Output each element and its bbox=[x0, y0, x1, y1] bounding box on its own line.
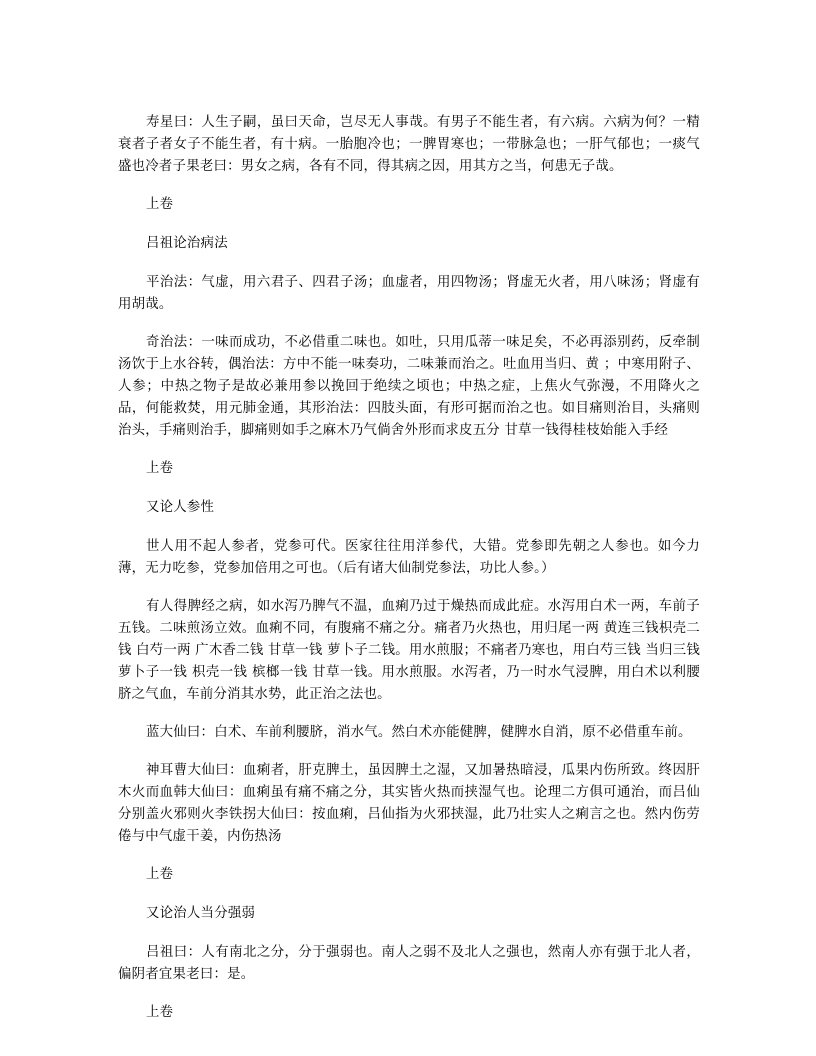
paragraph-pijing: 有人得脾经之病，如水泻乃脾气不温，血痢乃过于燥热而成此症。水泻用白术一两，车前子五钱。二味煎汤立效。血痢不同，有腹痛不痛之分。痛者乃火热也，用归尾一两 黄连三钱枳壳二钱 白芍一两 广木香二钱 甘草一钱 萝卜子二钱。用水煎服；不痛者乃寒也，用白芍三钱 当归三钱 萝卜子一钱 枳壳一钱 槟榔一钱 甘草一钱。用水煎服。水泻者，乃一时水气浸脾，用白术以利腰脐之气血，车前分消其水势，此正治之法也。 bbox=[118, 599, 700, 702]
section-heading: 又论人参性 bbox=[146, 500, 215, 515]
paragraph-renshen: 世人用不起人参者，党参可代。医家往往用洋参代，大错。党参即先朝之人参也。如今力薄，无力吃参，党参加倍用之可也。（后有诸大仙制党参法，功比人参。） bbox=[118, 539, 700, 576]
paragraph-landaxian: 蓝大仙曰：白术、车前利腰脐，消水气。然白术亦能健脾，健脾水自消，原不必借重车前。 bbox=[146, 725, 692, 740]
paragraph-lvzu: 吕祖曰：人有南北之分，分于强弱也。南人之弱不及北人之强也，然南人亦有强于北人者，偏阴者宜果老曰：是。 bbox=[118, 945, 700, 982]
paragraph-shener: 神耳曹大仙曰：血痢者，肝克脾土，虽因脾土之湿，又加暑热暗浸，瓜果内伤所致。终因肝木火而血韩大仙曰：血痢虽有痛不痛之分，其实皆火热而挟湿气也。论理二方俱可通治，而吕仙分别盖火邪则火李铁拐大仙曰：按血痢，吕仙指为火邪挟湿，此乃壮实人之痢言之也。然内伤劳倦与中气虚干姜，内伤热汤 bbox=[118, 763, 700, 844]
paragraph-pingzhi: 平治法：气虚，用六君子、四君子汤；血虚者，用四物汤；肾虚无火者，用八味汤；肾虚有用胡哉。 bbox=[118, 275, 700, 312]
section-heading: 又论治人当分强弱 bbox=[146, 906, 256, 921]
section-label: 上卷 bbox=[146, 197, 174, 212]
section-label: 上卷 bbox=[146, 867, 174, 882]
section-heading: 吕祖论治病法 bbox=[146, 236, 228, 251]
paragraph-qizhi: 奇治法：一味而成功，不必借重二味也。如吐，只用瓜蒂一味足矣，不必再添别药，反牵制汤饮于上水谷转，偶治法：方中不能一味奏功，二味兼而治之。吐血用当归、黄 ；中寒用附子、人参；中热之物子是故必兼用参以挽回于绝续之顷也；中热之症，上焦火气弥漫，不用降火之品，何能救焚，用元肺金通，其形治法：四肢头面，有形可据而治之也。如目痛则治目，头痛则治头，手痛则治手，脚痛则如手之麻木乃气倘舍外形而求皮五分 甘草一钱得桂枝始能入手经 bbox=[118, 335, 700, 438]
document-body bbox=[118, 112, 700, 1041]
section-label: 上卷 bbox=[146, 461, 174, 476]
paragraph-shouxing: 寿星曰：人生子嗣，虽曰天命，岂尽无人事哉。有男子不能生者，有六病。六病为何？一精衰者子者女子不能生者，有十病。一胎胞冷也；一脾胃寒也；一带脉急也；一肝气郁也；一痰气盛也冷者子果老曰：男女之病，各有不同，得其病之因，用其方之当，何患无子哉。 bbox=[118, 115, 700, 174]
section-label: 上卷 bbox=[146, 1005, 174, 1020]
